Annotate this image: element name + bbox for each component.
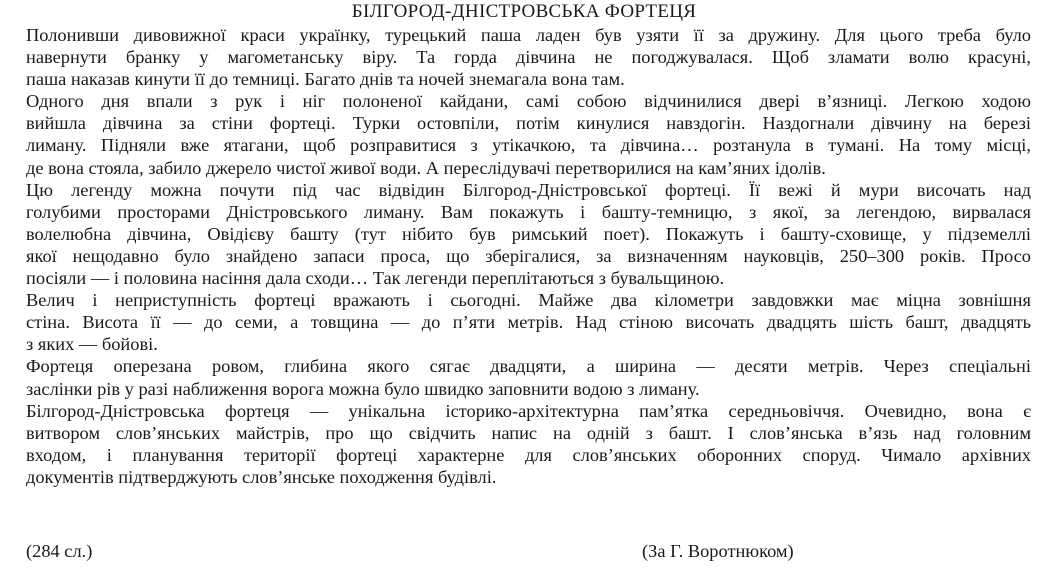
- text-line: стіна. Висота її — до семи, а товщина — до п’яти метрів. Над стіною височать двадцять шість башт, двадцять: [26, 312, 1031, 333]
- text-line: Білгород-Дністровська фортеця — унікальна історико-архітектурна пам’ятка середньовіччя. Очевидно, вона є: [26, 400, 1031, 421]
- paragraph: [26, 24, 1031, 90]
- document-title: БІЛГОРОД-ДНІСТРОВСЬКА ФОРТЕЦЯ: [351, 1, 697, 22]
- text-line: документів підтверджують слов’янське походження будівлі.: [26, 466, 497, 487]
- text-line: Цю легенду можна почути під час відвідин Білгород-Дністровської фортеці. Її вежі й мури височать над: [26, 179, 1031, 200]
- text-line: Фортеця оперезана ровом, глибина якого сягає двадцяти, а ширина — десяти метрів. Через спеціальні: [26, 356, 1031, 377]
- text-line: Полонивши дивовижної краси українку, турецький паша ладен був узяти її за дружину. Для цього треба було: [26, 25, 1031, 45]
- text-line: посіяли — і половина насіння дала сходи… Так легенди переплітаються з бувальщиною.: [26, 268, 725, 289]
- text-line: волелюбна дівчина, Овідієву башту (тут нібито був римський поет). Покажуть і башту-сховище, у підземеллі: [26, 223, 1031, 244]
- attribution: (За Г. Воротнюком): [642, 541, 794, 561]
- paragraph: [26, 400, 1031, 488]
- paragraph: [26, 355, 1031, 399]
- text-line: заслінки рів у разі наближення ворога можна було швидко заповнити водою з лиману.: [26, 378, 700, 399]
- text-line: входом, і планування території фортеці характерне для слов’янських оборонних споруд. Чимало архівних: [26, 444, 1031, 465]
- document-body: [26, 24, 1031, 488]
- text-line: з яких — бойові.: [26, 334, 158, 355]
- paragraph: [26, 90, 1031, 178]
- text-line: паша наказав кинути її до темниці. Багато днів та ночей знемагала вона там.: [26, 69, 625, 90]
- text-line: Одного дня впали з рук і ніг полоненої кайдани, самі собою відчинилися двері в’язниці. Легкою ходою: [26, 91, 1031, 112]
- paragraph: [26, 179, 1031, 289]
- text-line: навернути бранку у магометанську віру. Та горда дівчина не погоджувалася. Щоб зламати волю красуні,: [26, 47, 1031, 68]
- text-line: голубими просторами Дністровського лиману. Вам покажуть і баштy-темницю, з якої, за легендою, вирвалася: [26, 201, 1031, 222]
- word-count: (284 сл.): [26, 541, 93, 561]
- text-line: якої нещодавно було знайдено запаси проса, що зберігалися, за визначенням науковців, 250–300 років. Просо: [26, 245, 1031, 266]
- text-line: лиману. Підняли вже ятагани, щоб розправитися з утікачкою, та дівчина… розтанула в тумані. На тому місці,: [26, 135, 1031, 156]
- text-line: Велич і неприступність фортеці вражають і сьогодні. Майже два кілометри завдовжки має міцна зовнішня: [26, 290, 1031, 311]
- text-line: витвором слов’янських майстрів, про що свідчить напис на одній з башт. І слов’янська в’язь над головним: [26, 422, 1031, 443]
- text-line: вийшла дівчина за стіни фортеці. Турки остовпіли, потім кинулися навздогін. Наздогнали дівчину на березі: [26, 113, 1031, 134]
- text-line: де вона стояла, забило джерело чистої живої води. А переслідувачі перетворилися на кам’яних ідолів.: [26, 157, 826, 178]
- paragraph: [26, 289, 1031, 355]
